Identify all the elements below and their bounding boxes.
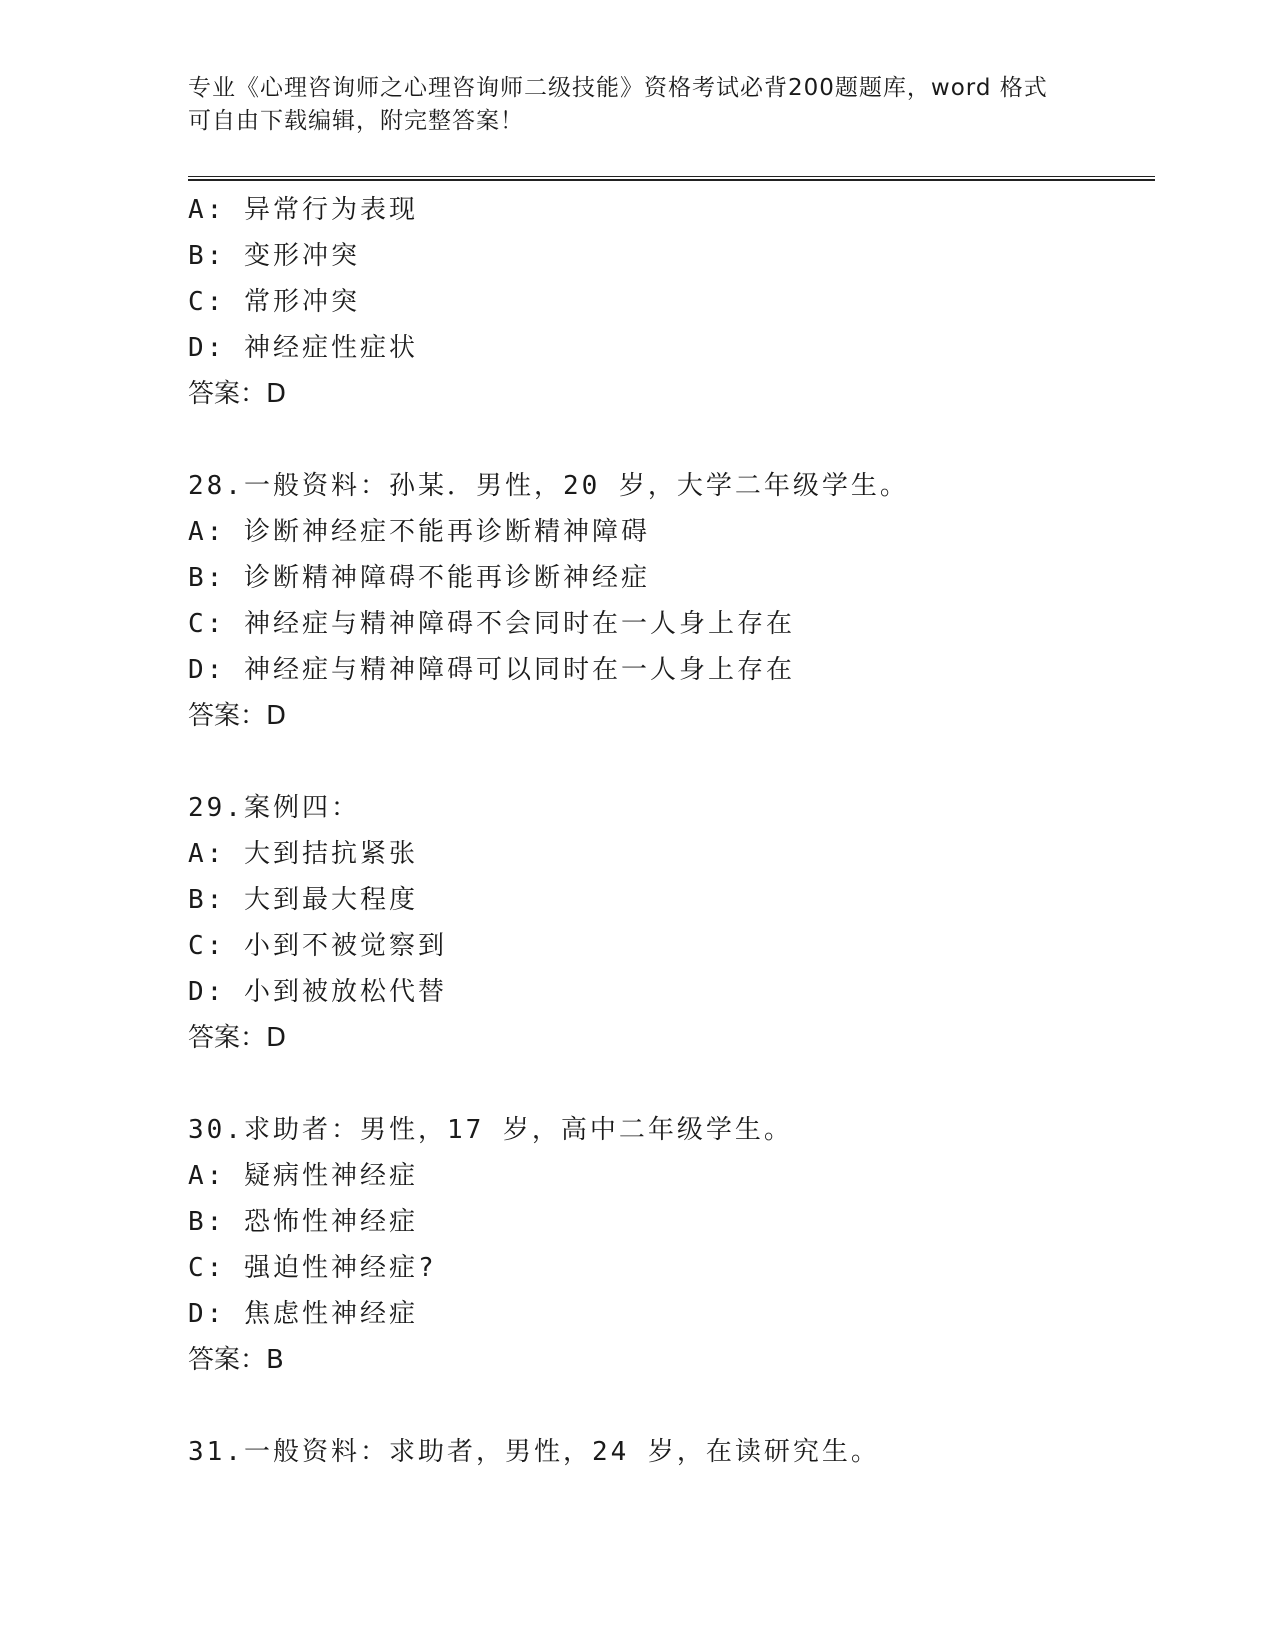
option-c: C: 小到不被觉察到 — [188, 931, 447, 961]
option-b: B: 大到最大程度 — [188, 885, 418, 915]
question-stem: 29.案例四： — [188, 793, 360, 823]
option-d: D: 小到被放松代替 — [188, 977, 447, 1007]
header-line-1: 专业《心理咨询师之心理咨询师二级技能》资格考试必背200题题库，word 格式 — [188, 75, 1048, 101]
option-c: C: 常形冲突 — [188, 287, 360, 317]
answer: 答案：D — [188, 701, 287, 731]
question-stem: 31.一般资料：求助者，男性，24 岁，在读研究生。 — [188, 1437, 880, 1467]
option-a: A: 疑病性神经症 — [188, 1161, 418, 1191]
option-c: C: 神经症与精神障碍不会同时在一人身上存在 — [188, 609, 795, 639]
option-a: A: 诊断神经症不能再诊断精神障碍 — [188, 517, 650, 547]
question-29 — [188, 785, 1155, 1061]
option-b: B: 恐怖性神经症 — [188, 1207, 418, 1237]
header-line-2: 可自由下载编辑，附完整答案！ — [188, 108, 524, 134]
option-d: D: 神经症性症状 — [188, 333, 418, 363]
question-stem: 30.求助者：男性，17 岁，高中二年级学生。 — [188, 1115, 793, 1145]
header-divider — [188, 176, 1155, 181]
spacer — [188, 739, 1155, 785]
answer: 答案：D — [188, 379, 287, 409]
option-d: D: 焦虑性神经症 — [188, 1299, 418, 1329]
option-a: A: 大到拮抗紧张 — [188, 839, 418, 869]
question-27 — [188, 187, 1155, 417]
option-b: B: 变形冲突 — [188, 241, 360, 271]
question-list — [188, 187, 1155, 1475]
option-c: C: 强迫性神经症? — [188, 1253, 437, 1283]
spacer — [188, 417, 1155, 463]
question-31 — [188, 1429, 1155, 1475]
question-stem: 28.一般资料：孙某．男性，20 岁，大学二年级学生。 — [188, 471, 909, 501]
answer: 答案：B — [188, 1345, 284, 1375]
option-a: A: 异常行为表现 — [188, 195, 418, 225]
spacer — [188, 1061, 1155, 1107]
question-28 — [188, 463, 1155, 739]
answer: 答案：D — [188, 1023, 287, 1053]
spacer — [188, 1383, 1155, 1429]
option-b: B: 诊断精神障碍不能再诊断神经症 — [188, 563, 650, 593]
document-header — [188, 72, 1088, 138]
question-30 — [188, 1107, 1155, 1383]
option-d: D: 神经症与精神障碍可以同时在一人身上存在 — [188, 655, 795, 685]
